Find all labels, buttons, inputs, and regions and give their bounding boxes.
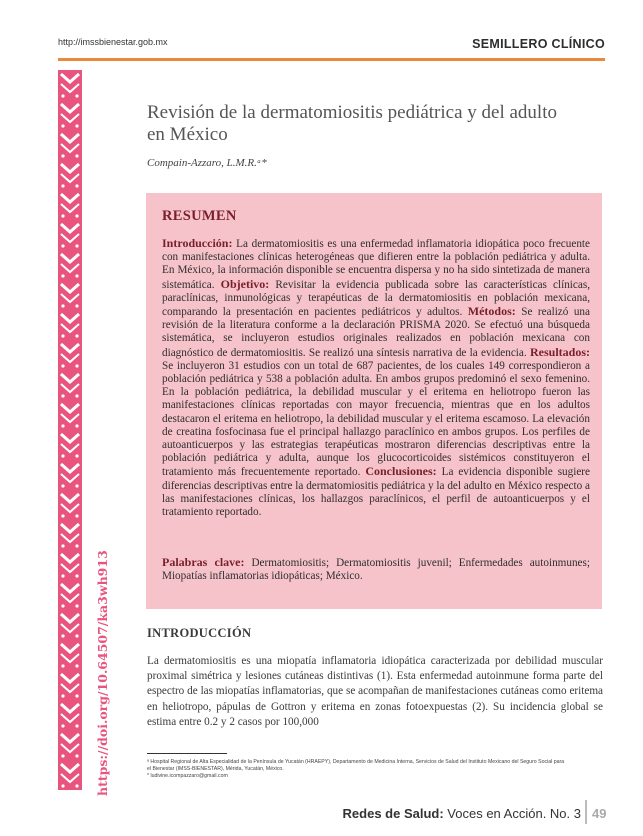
journal-name-rest: Voces en Acción. No. 3 bbox=[443, 806, 581, 821]
abstract-body bbox=[162, 237, 590, 519]
objective-label: Objetivo: bbox=[220, 276, 270, 291]
journal-name-bold: Redes de Salud: bbox=[342, 806, 444, 821]
article-author: Compain-Azzaro, L.M.R.ᵃ* bbox=[147, 157, 267, 169]
intro-label: Introducción: bbox=[162, 236, 233, 250]
abstract-heading: RESUMEN bbox=[162, 208, 237, 224]
conclusions-label: Conclusiones: bbox=[365, 464, 437, 479]
journal-name bbox=[343, 806, 581, 821]
objective-text: Revisitar la evidencia publicada sobre las características clínicas, paraclínicas, inmunológicas y terapéuticas de la dermatomiositis en población mexicana, comparando la presentación en pacientes pediátricos y adultos. bbox=[162, 278, 590, 319]
introduction-heading: INTRODUCCIÓN bbox=[147, 626, 252, 640]
keywords bbox=[162, 556, 590, 583]
results-text: Se incluyeron 31 estudios con un total de 687 pacientes, de los cuales 149 correspondieron a población pediátrica y 538 a población adulta. En ambos grupos predominó el sexo femenino. En la población pediátrica, la debilidad muscular y el eritema en heliotropo fueron las manifestaciones clínicas reportadas con mayor frecuencia, mientras que en los adultos destacaron el eritema en heliotropo, la debilidad muscular y el eritema escamoso. La elevación de creatina fosfocinasa fue el principal hallazgo paraclínico en ambos grupos. Los perfiles de autoanticuerpos y las estrategias terapéuticas mostraron diferencias descriptivas entre la población pediátrica y adulta, aunque los glucocorticoides sistémicos constituyeron el tratamiento más frecuentemente reportado. bbox=[162, 359, 590, 479]
footnote-rule bbox=[147, 753, 227, 754]
results-label: Resultados: bbox=[529, 344, 590, 359]
intro-text: La dermatomiositis es una enfermedad inflamatoria idiopática poco frecuente con manifestaciones clínicas heterogéneas que difieren entre la población pediátrica y adulta. En México, la información disponible se encuentra dispersa y no ha sido sintetizada de manera sistemática. bbox=[162, 238, 590, 291]
footer-divider bbox=[585, 800, 587, 824]
keywords-text: Dermatomiositis; Dermatomiositis juvenil; Enfermedades autoinmunes; Miopatías inflamatorias idiopáticas; México. bbox=[162, 557, 590, 583]
footnote bbox=[147, 759, 567, 780]
doi-link[interactable]: https://doi.org/10.64507/ka3wh913 bbox=[95, 550, 110, 796]
introduction-text: La dermatomiositis es una miopatía inflamatoria idiopática caracterizada por debilidad muscular proximal simétrica y lesiones cutáneas distintivas (1). Esta enfermedad autoinmune forma parte del espectro de las miopatías inflamatorias, que se acompañan de manifestaciones cutáneas como eritema en heliotropo, pápulas de Gottron y eritema en zonas fotoexpuestas (2). Su incidencia global se estima entre 0.2 y 2 casos por 100,000 bbox=[147, 655, 603, 728]
methods-label: Métodos: bbox=[467, 304, 516, 319]
page-number: 49 bbox=[592, 806, 607, 821]
keywords-label: Palabras clave: bbox=[162, 555, 245, 569]
article-title: Revisión de la dermatomiositis pediátrica y del adulto en México bbox=[147, 102, 557, 145]
section-label: SEMILLERO CLÍNICO bbox=[472, 37, 605, 51]
methods-text: Se realizó una revisión de la literatura conforme a la declaración PRISMA 2020. Se efectuó una búsqueda sistemática, se incluyeron estudios originales realizados en población mexicana con diagnóstico de dermatomiositis. Se realizó una síntesis narrativa de la evidencia. bbox=[162, 306, 590, 359]
header-rule bbox=[58, 58, 605, 61]
conclusions-text: La evidencia disponible sugiere diferencias descriptivas entre la dermatomiositis pediátrica y la del adulto en México respecto a las manifestaciones clínicas, los hallazgos paraclínicos, el perfil de autoanticuerpos y el tratamiento reportado. bbox=[162, 466, 590, 519]
footnote-email[interactable]: * ludivine.icompazzaro@gmail.com bbox=[147, 773, 228, 779]
footnote-affiliation: ᵃ Hospital Regional de Alta Especialidad de la Península de Yucatán (HRAEPY), Departamento de Medicina Interna, Servicios de Salud del Instituto Mexicano del Seguro Social para el Bienestar (IMSS-BIENESTAR), Mérida, Yucatán, México. bbox=[147, 759, 565, 772]
header-url: http://imssbienestar.gob.mx bbox=[58, 37, 168, 47]
decorative-pattern-band bbox=[58, 70, 82, 790]
